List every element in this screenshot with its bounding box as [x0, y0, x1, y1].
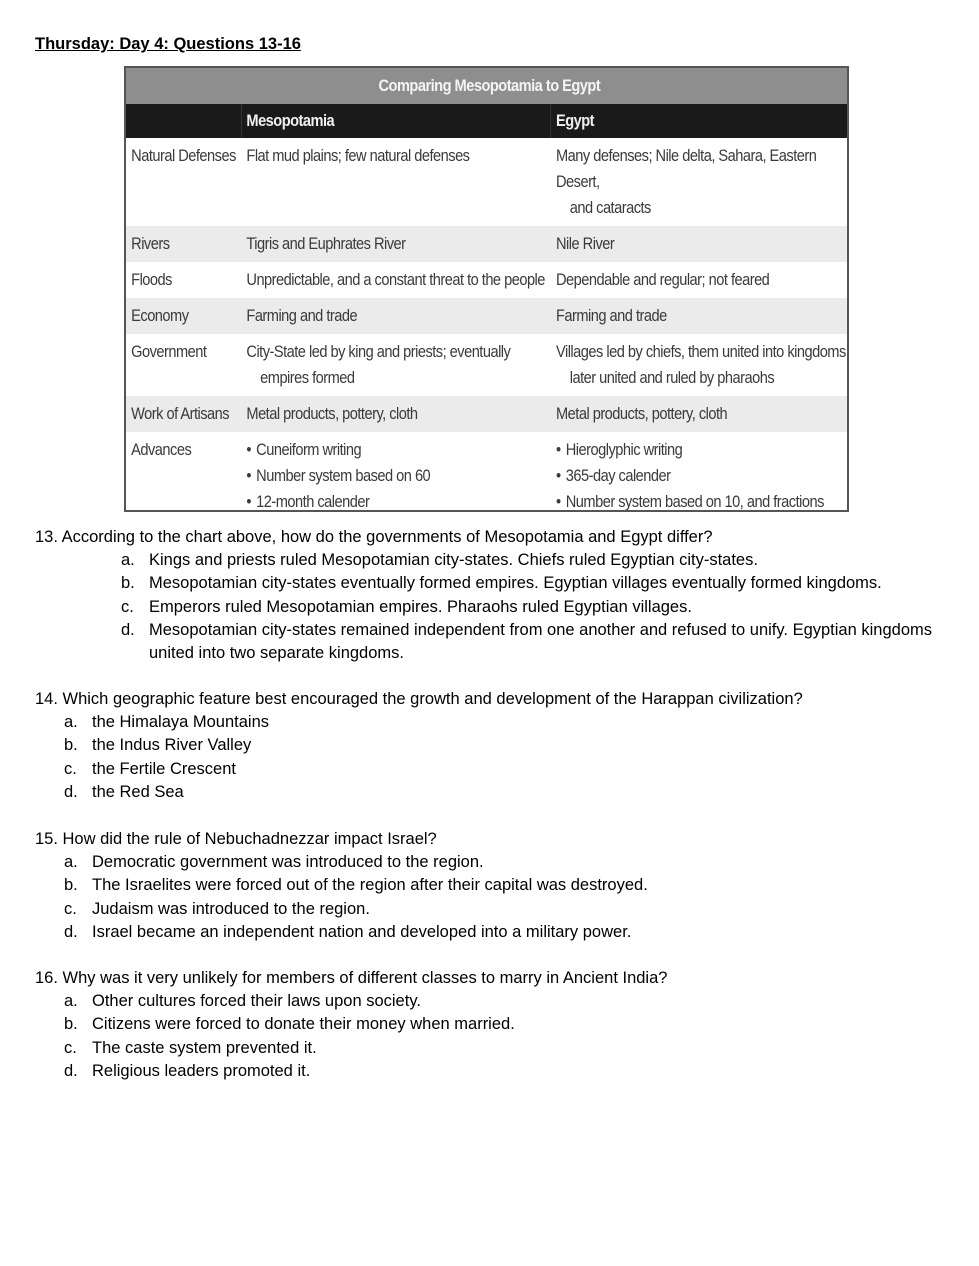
- option-text: Other cultures forced their laws upon society.: [92, 992, 421, 1010]
- meso-cell-line: empires formed: [260, 368, 355, 387]
- meso-cell: Flat mud plains; few natural defenses: [241, 138, 551, 226]
- advance-item: • Cuneiform writing: [246, 437, 547, 463]
- option-letter: a.: [64, 992, 78, 1010]
- question-16: 16. Why was it very unlikely for members of different classes to marry in Ancient India?: [35, 969, 668, 987]
- question-15-options: [64, 851, 648, 944]
- row-label: Advances: [126, 432, 241, 512]
- meso-cell: Farming and trade: [241, 298, 551, 334]
- option-text: Citizens were forced to donate their money when married.: [92, 1015, 515, 1034]
- option: [64, 1037, 515, 1060]
- table-row: [126, 396, 849, 432]
- egypt-cell-line: later united and ruled by pharaohs: [569, 368, 775, 387]
- table-header-mesopotamia: Mesopotamia: [241, 104, 551, 138]
- row-label: Rivers: [126, 226, 241, 262]
- option: [121, 549, 951, 572]
- meso-cell: Unpredictable, and a constant threat to the people: [241, 262, 551, 298]
- option-text: Israel became an independent nation and developed into a military power.: [92, 922, 632, 941]
- table-header-blank: [126, 104, 241, 138]
- meso-cell-line: City-State led by king and priests; eventually: [246, 342, 511, 361]
- option-text: Democratic government was introduced to the region.: [92, 853, 484, 871]
- egypt-cell: [551, 334, 849, 396]
- row-label: Floods: [126, 262, 241, 298]
- option-text: the Red Sea: [92, 782, 184, 801]
- egypt-cell: [551, 432, 849, 512]
- egypt-cell: [551, 138, 849, 226]
- row-label: Natural Defenses: [126, 138, 241, 226]
- option: [64, 758, 269, 781]
- advance-item: • 365-day calender: [556, 463, 848, 489]
- option-letter: d.: [64, 1061, 78, 1080]
- option-letter: d.: [64, 922, 78, 941]
- question-14-options: [64, 711, 269, 804]
- egypt-cell: Farming and trade: [551, 298, 849, 334]
- option: [64, 781, 269, 804]
- question-14: 14. Which geographic feature best encouraged the growth and development of the Harappan civilization?: [35, 690, 803, 708]
- option-letter: a.: [64, 853, 78, 871]
- egypt-cell-line: Villages led by chiefs, them united into kingdoms: [556, 342, 846, 361]
- option: [121, 596, 951, 619]
- option: [64, 734, 269, 757]
- table-caption: Comparing Mesopotamia to Egypt: [126, 68, 849, 104]
- option-text: Judaism was introduced to the region.: [92, 899, 370, 918]
- option-text: The Israelites were forced out of the region after their capital was destroyed.: [92, 876, 648, 895]
- advance-item: • Number system based on 10, and fractions: [556, 489, 848, 512]
- option-letter: a.: [121, 551, 135, 569]
- egypt-cell: Metal products, pottery, cloth: [551, 396, 849, 432]
- option-text: The caste system prevented it.: [92, 1038, 317, 1057]
- row-label: Economy: [126, 298, 241, 334]
- advance-item: • 12-month calender: [246, 489, 547, 512]
- option-letter: b.: [121, 574, 135, 593]
- egypt-cell-line: Many defenses; Nile delta, Sahara, Eastern Desert,: [556, 146, 817, 191]
- option: [64, 711, 269, 734]
- comparison-table: [124, 66, 849, 512]
- option-letter: c.: [64, 899, 77, 918]
- option-text: Kings and priests ruled Mesopotamian city-states. Chiefs ruled Egyptian city-states.: [149, 551, 758, 569]
- table-header-egypt: Egypt: [551, 104, 849, 138]
- option-text: Mesopotamian city-states remained independent from one another and refused to unify. Egyptian kingdoms united into two separate kingdoms.: [149, 620, 932, 663]
- page-title: Thursday: Day 4: Questions 13-16: [35, 35, 301, 53]
- option-letter: c.: [64, 1038, 77, 1057]
- question-15: 15. How did the rule of Nebuchadnezzar impact Israel?: [35, 830, 437, 848]
- option: [64, 1060, 515, 1083]
- option-text: the Himalaya Mountains: [92, 713, 270, 731]
- meso-cell: Metal products, pottery, cloth: [241, 396, 551, 432]
- meso-cell: [241, 432, 551, 512]
- option-letter: b.: [64, 736, 78, 755]
- option: [64, 898, 648, 921]
- egypt-cell-line: and cataracts: [569, 198, 651, 217]
- option: [64, 874, 648, 897]
- table-row: [126, 262, 849, 298]
- option: [64, 851, 648, 874]
- option-letter: c.: [121, 597, 134, 616]
- option: [121, 619, 951, 666]
- table-row: [126, 298, 849, 334]
- egypt-cell: Nile River: [551, 226, 849, 262]
- row-label: Government: [126, 334, 241, 396]
- option: [121, 572, 951, 595]
- option: [64, 990, 515, 1013]
- question-16-options: [64, 990, 515, 1083]
- option-letter: b.: [64, 876, 78, 895]
- option-letter: d.: [121, 620, 135, 639]
- option: [64, 921, 648, 944]
- row-label: Work of Artisans: [126, 396, 241, 432]
- option: [64, 1013, 515, 1036]
- advance-item: • Number system based on 60: [246, 463, 547, 489]
- meso-cell: Tigris and Euphrates River: [241, 226, 551, 262]
- table-row: [126, 432, 849, 512]
- option-letter: c.: [64, 759, 77, 778]
- table-row: [126, 334, 849, 396]
- option-text: the Fertile Crescent: [92, 759, 236, 778]
- option-text: Religious leaders promoted it.: [92, 1061, 311, 1080]
- egypt-cell: Dependable and regular; not feared: [551, 262, 849, 298]
- question-13: 13. According to the chart above, how do the governments of Mesopotamia and Egypt differ?: [35, 528, 713, 546]
- table-row: [126, 138, 849, 226]
- question-13-options: [121, 549, 951, 665]
- option-text: Mesopotamian city-states eventually formed empires. Egyptian villages eventually formed kingdoms.: [149, 574, 882, 593]
- option-text: the Indus River Valley: [92, 736, 252, 755]
- option-letter: b.: [64, 1015, 78, 1034]
- option-letter: d.: [64, 782, 78, 801]
- table-row: [126, 226, 849, 262]
- option-text: Emperors ruled Mesopotamian empires. Pharaohs ruled Egyptian villages.: [149, 597, 692, 616]
- advance-item: • Hieroglyphic writing: [556, 437, 848, 463]
- meso-cell: [241, 334, 551, 396]
- option-letter: a.: [64, 713, 78, 731]
